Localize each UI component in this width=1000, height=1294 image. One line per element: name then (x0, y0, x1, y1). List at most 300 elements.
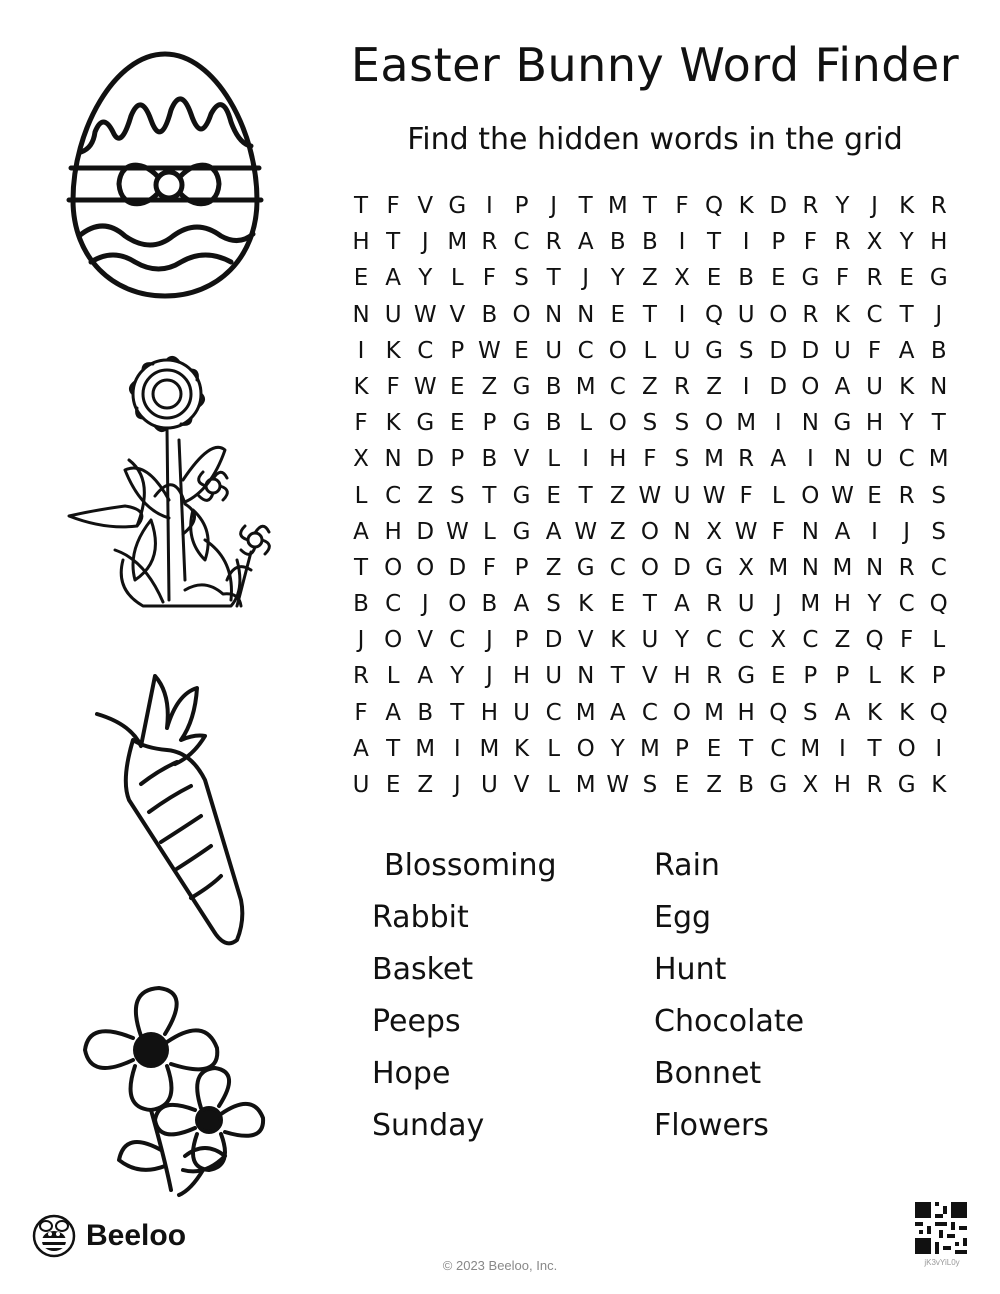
grid-letter: R (481, 229, 498, 256)
grid-letter: W (638, 482, 662, 509)
grid-letter: A (353, 735, 369, 762)
grid-letter: Q (929, 591, 948, 618)
grid-letter: D (416, 518, 435, 545)
illustrations (55, 40, 295, 1200)
grid-letter: J (550, 193, 557, 219)
grid-letter: C (770, 735, 787, 762)
brand-logo (32, 1214, 186, 1258)
grid-letter: K (931, 772, 947, 798)
page-subtitle: Find the hidden words in the grid (407, 122, 903, 157)
grid-letter: G (448, 193, 467, 219)
grid-letter: M (800, 591, 821, 618)
qr-code-text: jK3vYiL0y (924, 1258, 960, 1267)
page-title: Easter Bunny Word Finder (350, 38, 960, 92)
grid-letter: J (774, 591, 782, 618)
word-item: Flowers (654, 1108, 769, 1143)
grid-letter: P (450, 446, 465, 473)
grid-letter: E (353, 265, 369, 292)
grid-letter: T (899, 301, 914, 328)
grid-letter: Y (899, 229, 914, 256)
grid-letter: S (450, 482, 465, 509)
grid-letter: A (770, 446, 787, 473)
grid-letter: G (512, 482, 531, 509)
grid-letter: C (930, 554, 947, 581)
word-item: Hope (372, 1056, 451, 1091)
grid-letter: C (513, 229, 530, 256)
grid-letter: Z (545, 554, 562, 581)
grid-letter: U (384, 301, 402, 328)
grid-letter: R (898, 554, 915, 581)
grid-letter: C (898, 446, 915, 473)
grid-letter: U (737, 301, 755, 328)
grid-letter: G (512, 373, 531, 400)
grid-letter: E (867, 482, 882, 509)
grid-letter: X (866, 229, 883, 256)
grid-letter: I (839, 735, 846, 762)
grid-letter: A (577, 229, 594, 256)
grid-letter: N (545, 301, 563, 328)
grid-letter: Z (481, 373, 498, 400)
grid-letter: F (482, 265, 497, 292)
grid-letter: B (930, 337, 947, 364)
grid-letter: F (354, 410, 368, 437)
grid-letter: F (803, 229, 817, 256)
grid-letter: H (480, 699, 499, 726)
grid-letter: C (866, 301, 883, 328)
grid-letter: X (706, 518, 722, 545)
grid-letter: M (800, 735, 821, 762)
grid-letter: S (738, 337, 754, 364)
grid-letter: K (513, 735, 530, 762)
grid-letter: L (386, 663, 400, 690)
grid-letter: N (801, 410, 819, 437)
grid-letter: P (675, 735, 689, 762)
grid-letter: T (739, 735, 754, 762)
grid-letter: X (738, 554, 755, 581)
grid-letter: O (705, 410, 724, 437)
grid-letter: M (575, 699, 596, 726)
grid-letter: V (513, 446, 530, 473)
grid-letter: G (769, 772, 788, 798)
grid-letter: E (706, 265, 722, 292)
grid-letter: M (447, 229, 468, 256)
grid-letter: I (742, 373, 750, 400)
grid-letter: P (514, 627, 529, 654)
word-item: Basket (372, 952, 474, 987)
grid-letter: C (545, 699, 562, 726)
word-item: Bonnet (654, 1056, 762, 1091)
grid-letter: J (357, 627, 365, 654)
word-item: Egg (654, 900, 712, 935)
grid-letter: W (574, 518, 598, 545)
grid-letter: Y (450, 663, 465, 690)
grid-letter: R (834, 229, 851, 256)
grid-letter: S (642, 410, 658, 437)
grid-letter: O (801, 373, 820, 400)
grid-letter: A (417, 663, 434, 690)
grid-letter: Y (674, 627, 690, 654)
grid-letter: D (673, 554, 691, 581)
grid-letter: U (513, 699, 530, 726)
grid-letter: Z (417, 772, 434, 798)
grid-letter: C (706, 627, 723, 654)
grid-letter: A (898, 337, 915, 364)
grid-letter: D (801, 337, 820, 364)
grid-letter: V (513, 772, 530, 798)
grid-letter: N (352, 301, 370, 328)
grid-letter: L (450, 265, 464, 292)
grid-letter: C (898, 591, 915, 618)
grid-letter: G (576, 554, 595, 581)
grid-letter: T (578, 482, 593, 509)
grid-letter: I (742, 229, 750, 256)
grid-letter: C (385, 591, 402, 618)
carrot-icon (97, 676, 242, 943)
grid-letter: L (771, 482, 785, 509)
grid-letter: P (514, 554, 529, 581)
grid-letter: P (482, 410, 497, 437)
grid-letter: Q (929, 699, 948, 726)
grid-letter: R (930, 193, 947, 219)
word-item: Hunt (654, 952, 727, 987)
grid-letter: E (674, 772, 690, 798)
grid-letter: U (481, 772, 498, 798)
easter-egg-icon (69, 54, 261, 296)
grid-letter: N (577, 663, 595, 690)
grid-letter: L (547, 772, 561, 798)
grid-letter: E (450, 410, 465, 437)
grid-letter: G (929, 265, 948, 292)
grid-letter: L (354, 482, 368, 509)
grid-letter: V (417, 193, 434, 219)
grid-letter: S (674, 410, 690, 437)
grid-letter: W (445, 518, 469, 545)
grid-letter: W (478, 337, 501, 364)
grid-letter: I (486, 193, 493, 219)
grid-letter: Z (706, 373, 722, 400)
grid-letter: U (545, 663, 563, 690)
grid-letter: M (415, 735, 436, 762)
word-item: Sunday (372, 1108, 485, 1143)
grid-letter: Y (835, 193, 850, 219)
grid-letter: X (674, 265, 690, 292)
grid-letter: A (513, 591, 530, 618)
grid-letter: Z (609, 482, 626, 509)
daisy-flowers-icon (85, 988, 263, 1195)
grid-letter: N (833, 446, 852, 473)
grid-letter: E (706, 735, 722, 762)
grid-letter: I (582, 446, 590, 473)
grid-letter: O (897, 735, 916, 762)
grid-letter: L (932, 627, 946, 654)
grid-letter: O (384, 554, 403, 581)
grid-letter: A (834, 373, 851, 400)
grid-letter: R (802, 193, 819, 219)
grid-letter: Q (705, 193, 724, 219)
grid-letter: T (354, 193, 369, 219)
grid-letter: U (834, 337, 851, 364)
grid-letter: J (421, 229, 429, 256)
grid-letter: F (482, 554, 497, 581)
grid-letter: J (871, 193, 878, 219)
grid-letter: H (352, 229, 370, 256)
grid-letter: Y (610, 265, 625, 292)
flower-bush-icon (69, 357, 269, 606)
grid-letter: J (453, 772, 461, 798)
grid-letter: Z (706, 772, 722, 798)
grid-letter: V (642, 663, 658, 690)
grid-letter: Y (418, 265, 433, 292)
grid-letter: I (806, 446, 814, 473)
grid-letter: L (483, 518, 496, 545)
grid-letter: F (835, 265, 850, 292)
grid-letter: B (481, 446, 498, 473)
grid-letter: G (801, 265, 820, 292)
grid-letter: N (384, 446, 402, 473)
grid-letter: T (578, 193, 593, 219)
word-item: Blossoming (384, 848, 557, 883)
grid-letter: B (545, 410, 562, 437)
grid-letter: I (453, 735, 461, 762)
grid-letter: Q (769, 699, 788, 726)
grid-letter: E (546, 482, 561, 509)
grid-letter: J (486, 663, 493, 690)
grid-letter: C (609, 554, 626, 581)
grid-letter: K (738, 193, 754, 219)
grid-letter: R (673, 373, 690, 400)
grid-letter: L (868, 663, 881, 690)
grid-letter: M (607, 193, 628, 219)
grid-letter: R (353, 663, 370, 690)
grid-letter: T (386, 229, 401, 256)
grid-letter: H (833, 772, 852, 798)
grid-letter: I (678, 229, 686, 256)
grid-letter: T (386, 735, 401, 762)
grid-letter: S (674, 446, 690, 473)
grid-letter: R (706, 591, 723, 618)
grid-letter: H (833, 591, 852, 618)
grid-letter: M (768, 554, 789, 581)
grid-letter: C (577, 337, 594, 364)
grid-letter: Z (642, 373, 658, 400)
grid-letter: T (642, 591, 657, 618)
grid-letter: S (546, 591, 561, 618)
grid-letter: P (835, 663, 850, 690)
grid-letter: G (512, 410, 531, 437)
grid-letter: F (867, 337, 882, 364)
grid-letter: R (738, 446, 755, 473)
grid-letter: S (803, 699, 818, 726)
grid-letter: F (900, 627, 914, 654)
grid-letter: B (545, 373, 562, 400)
brand-name: Beeloo (86, 1219, 187, 1252)
grid-letter: F (643, 446, 657, 473)
grid-letter: O (576, 735, 595, 762)
grid-letter: H (673, 663, 691, 690)
grid-letter: R (866, 265, 883, 292)
grid-letter: E (610, 591, 626, 618)
grid-letter: W (606, 772, 630, 798)
grid-letter: K (899, 699, 915, 726)
grid-letter: G (512, 518, 531, 545)
grid-letter: P (931, 663, 946, 690)
grid-letter: E (899, 265, 914, 292)
grid-letter: U (737, 591, 755, 618)
grid-letter: B (417, 699, 434, 726)
grid-letter: J (582, 265, 590, 292)
grid-letter: G (416, 410, 435, 437)
grid-letter: F (675, 193, 689, 219)
grid-letter: Y (867, 591, 882, 618)
grid-letter: H (737, 699, 755, 726)
grid-letter: A (385, 699, 401, 726)
grid-letter: B (738, 265, 755, 292)
bee-logo-icon (32, 1214, 76, 1258)
grid-letter: R (898, 482, 915, 509)
grid-letter: U (352, 772, 370, 798)
grid-letter: I (357, 337, 365, 364)
grid-letter: M (704, 446, 724, 473)
grid-letter: T (642, 193, 657, 219)
grid-letter: M (704, 699, 724, 726)
grid-letter: T (867, 735, 882, 762)
grid-letter: T (707, 229, 722, 256)
grid-letter: T (354, 554, 369, 581)
grid-letter: J (486, 627, 493, 654)
grid-letter: U (673, 482, 691, 509)
grid-letter: B (481, 301, 498, 328)
grid-letter: O (640, 554, 659, 581)
grid-letter: D (769, 193, 788, 219)
grid-letter: P (803, 663, 818, 690)
grid-letter: P (514, 193, 529, 219)
letter-grid (345, 192, 955, 807)
grid-letter: H (930, 229, 948, 256)
grid-letter: T (931, 410, 946, 437)
grid-letter: Z (834, 627, 851, 654)
grid-letter: G (705, 337, 723, 364)
grid-letter: W (413, 373, 437, 400)
grid-letter: M (575, 373, 596, 400)
grid-letter: E (514, 337, 529, 364)
word-item: Peeps (372, 1004, 461, 1039)
grid-letter: J (935, 301, 943, 328)
grid-letter: P (771, 229, 786, 256)
word-list (372, 848, 932, 1158)
grid-letter: U (866, 446, 883, 473)
grid-letter: S (931, 518, 947, 545)
grid-letter: R (706, 663, 723, 690)
grid-letter: I (678, 301, 686, 328)
grid-letter: K (834, 301, 850, 328)
grid-letter: D (544, 627, 563, 654)
grid-letter: H (865, 410, 884, 437)
grid-letter: O (512, 301, 531, 328)
grid-letter: T (482, 482, 497, 509)
grid-letter: Y (610, 735, 625, 762)
grid-letter: L (643, 337, 657, 364)
grid-letter: H (512, 663, 531, 690)
grid-letter: B (738, 772, 755, 798)
grid-letter: C (738, 627, 755, 654)
grid-letter: A (545, 518, 562, 545)
grid-letter: C (641, 699, 658, 726)
word-item: Chocolate (654, 1004, 805, 1039)
grid-letter: O (416, 554, 435, 581)
grid-letter: W (734, 518, 758, 545)
grid-letter: R (802, 301, 819, 328)
grid-letter: K (385, 337, 401, 364)
grid-letter: S (642, 772, 658, 798)
grid-letter: K (610, 627, 626, 654)
grid-letter: F (771, 518, 785, 545)
word-item: Rain (654, 848, 720, 883)
grid-letter: M (736, 410, 757, 437)
grid-letter: D (769, 373, 788, 400)
grid-letter: E (770, 265, 786, 292)
grid-letter: G (833, 410, 852, 437)
grid-letter: L (547, 735, 561, 762)
grid-letter: A (353, 518, 369, 545)
grid-letter: K (353, 373, 369, 400)
grid-letter: O (608, 337, 627, 364)
grid-letter: O (384, 627, 403, 654)
grid-letter: V (449, 301, 466, 328)
grid-letter: I (935, 735, 943, 762)
grid-letter: C (417, 337, 434, 364)
grid-letter: N (577, 301, 595, 328)
grid-letter: A (674, 591, 690, 618)
grid-letter: O (640, 518, 659, 545)
grid-letter: X (770, 627, 787, 654)
grid-letter: T (546, 265, 561, 292)
qr-code-icon (915, 1202, 967, 1254)
grid-letter: S (514, 265, 529, 292)
grid-letter: G (705, 554, 723, 581)
grid-letter: N (801, 554, 819, 581)
grid-letter: D (448, 554, 467, 581)
grid-letter: I (774, 410, 782, 437)
grid-letter: B (481, 591, 498, 618)
grid-letter: E (385, 772, 401, 798)
grid-letter: A (385, 265, 401, 292)
grid-letter: U (866, 373, 883, 400)
grid-letter: E (610, 301, 626, 328)
grid-letter: C (609, 373, 626, 400)
grid-letter: L (547, 446, 561, 473)
grid-letter: S (931, 482, 947, 509)
grid-letter: W (413, 301, 437, 328)
grid-letter: H (609, 446, 627, 473)
grid-letter: G (737, 663, 756, 690)
grid-letter: N (930, 373, 948, 400)
grid-letter: I (871, 518, 878, 545)
grid-letter: D (769, 337, 788, 364)
grid-letter: U (545, 337, 563, 364)
grid-letter: K (899, 373, 915, 400)
grid-letter: C (385, 482, 402, 509)
grid-letter: M (639, 735, 660, 762)
grid-letter: J (421, 591, 429, 618)
grid-letter: Q (705, 301, 724, 328)
grid-letter: X (353, 446, 369, 473)
grid-letter: O (801, 482, 820, 509)
grid-letter: N (865, 554, 884, 581)
grid-letter: R (866, 772, 883, 798)
grid-letter: D (416, 446, 435, 473)
grid-letter: Y (899, 410, 914, 437)
grid-letter: V (417, 627, 434, 654)
